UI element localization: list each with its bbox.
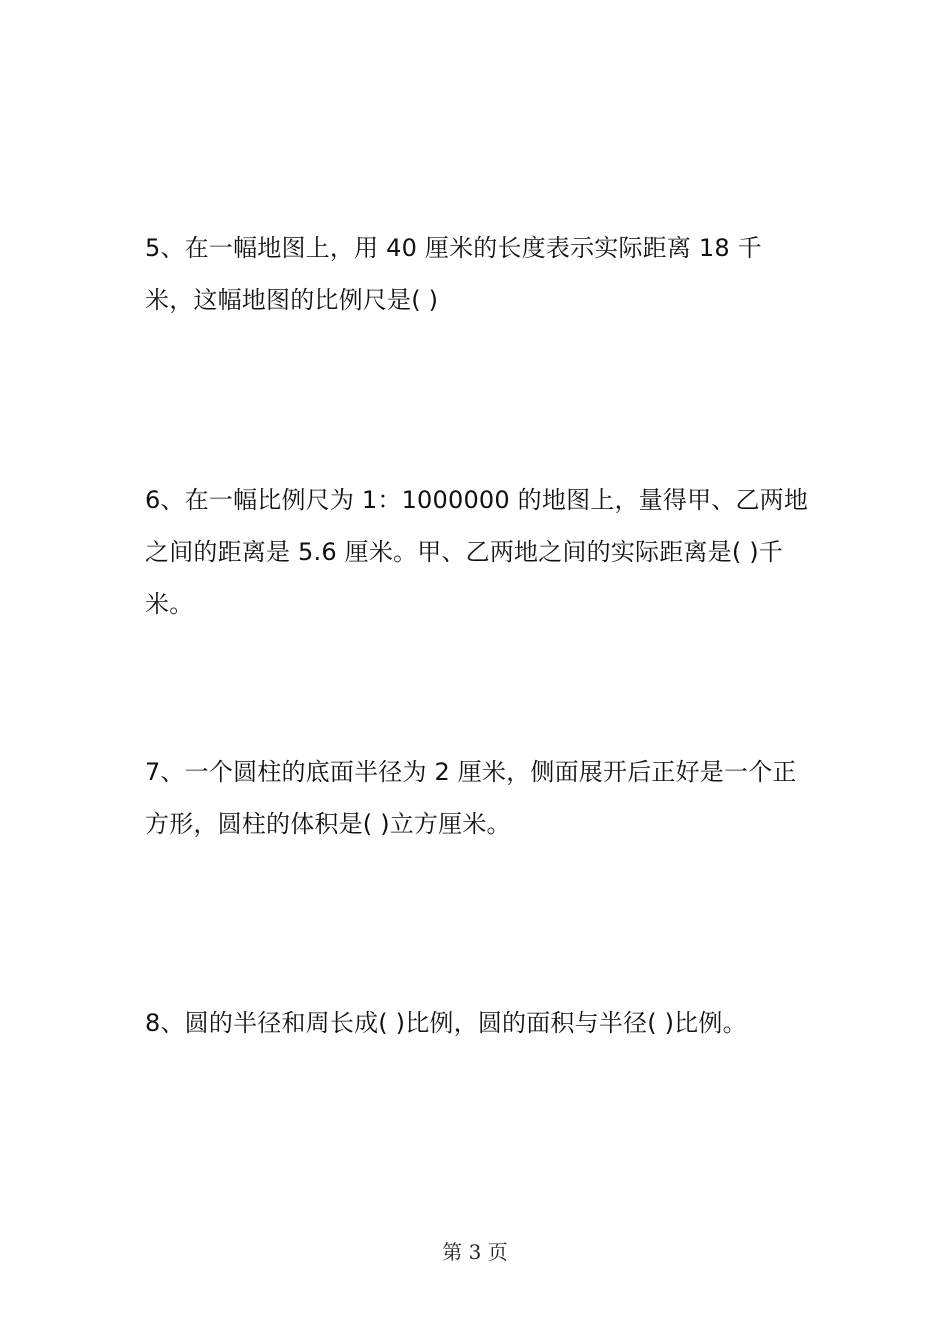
page-number: 第 3 页 xyxy=(442,1240,508,1264)
question-7: 7、一个圆柱的底面半径为 2 厘米，侧面展开后正好是一个正方形，圆柱的体积是( )立方厘米。 xyxy=(145,758,797,838)
question-8: 8、圆的半径和周长成( )比例，圆的面积与半径( )比例。 xyxy=(145,1009,747,1037)
question-6: 6、在一幅比例尺为 1：1000000 的地图上，量得甲、乙两地之间的距离是 5.6 厘米。甲、乙两地之间的实际距离是( )千米。 xyxy=(145,486,809,618)
question-5: 5、在一幅地图上，用 40 厘米的长度表示实际距离 18 千米，这幅地图的比例尺是( ) xyxy=(145,234,762,314)
